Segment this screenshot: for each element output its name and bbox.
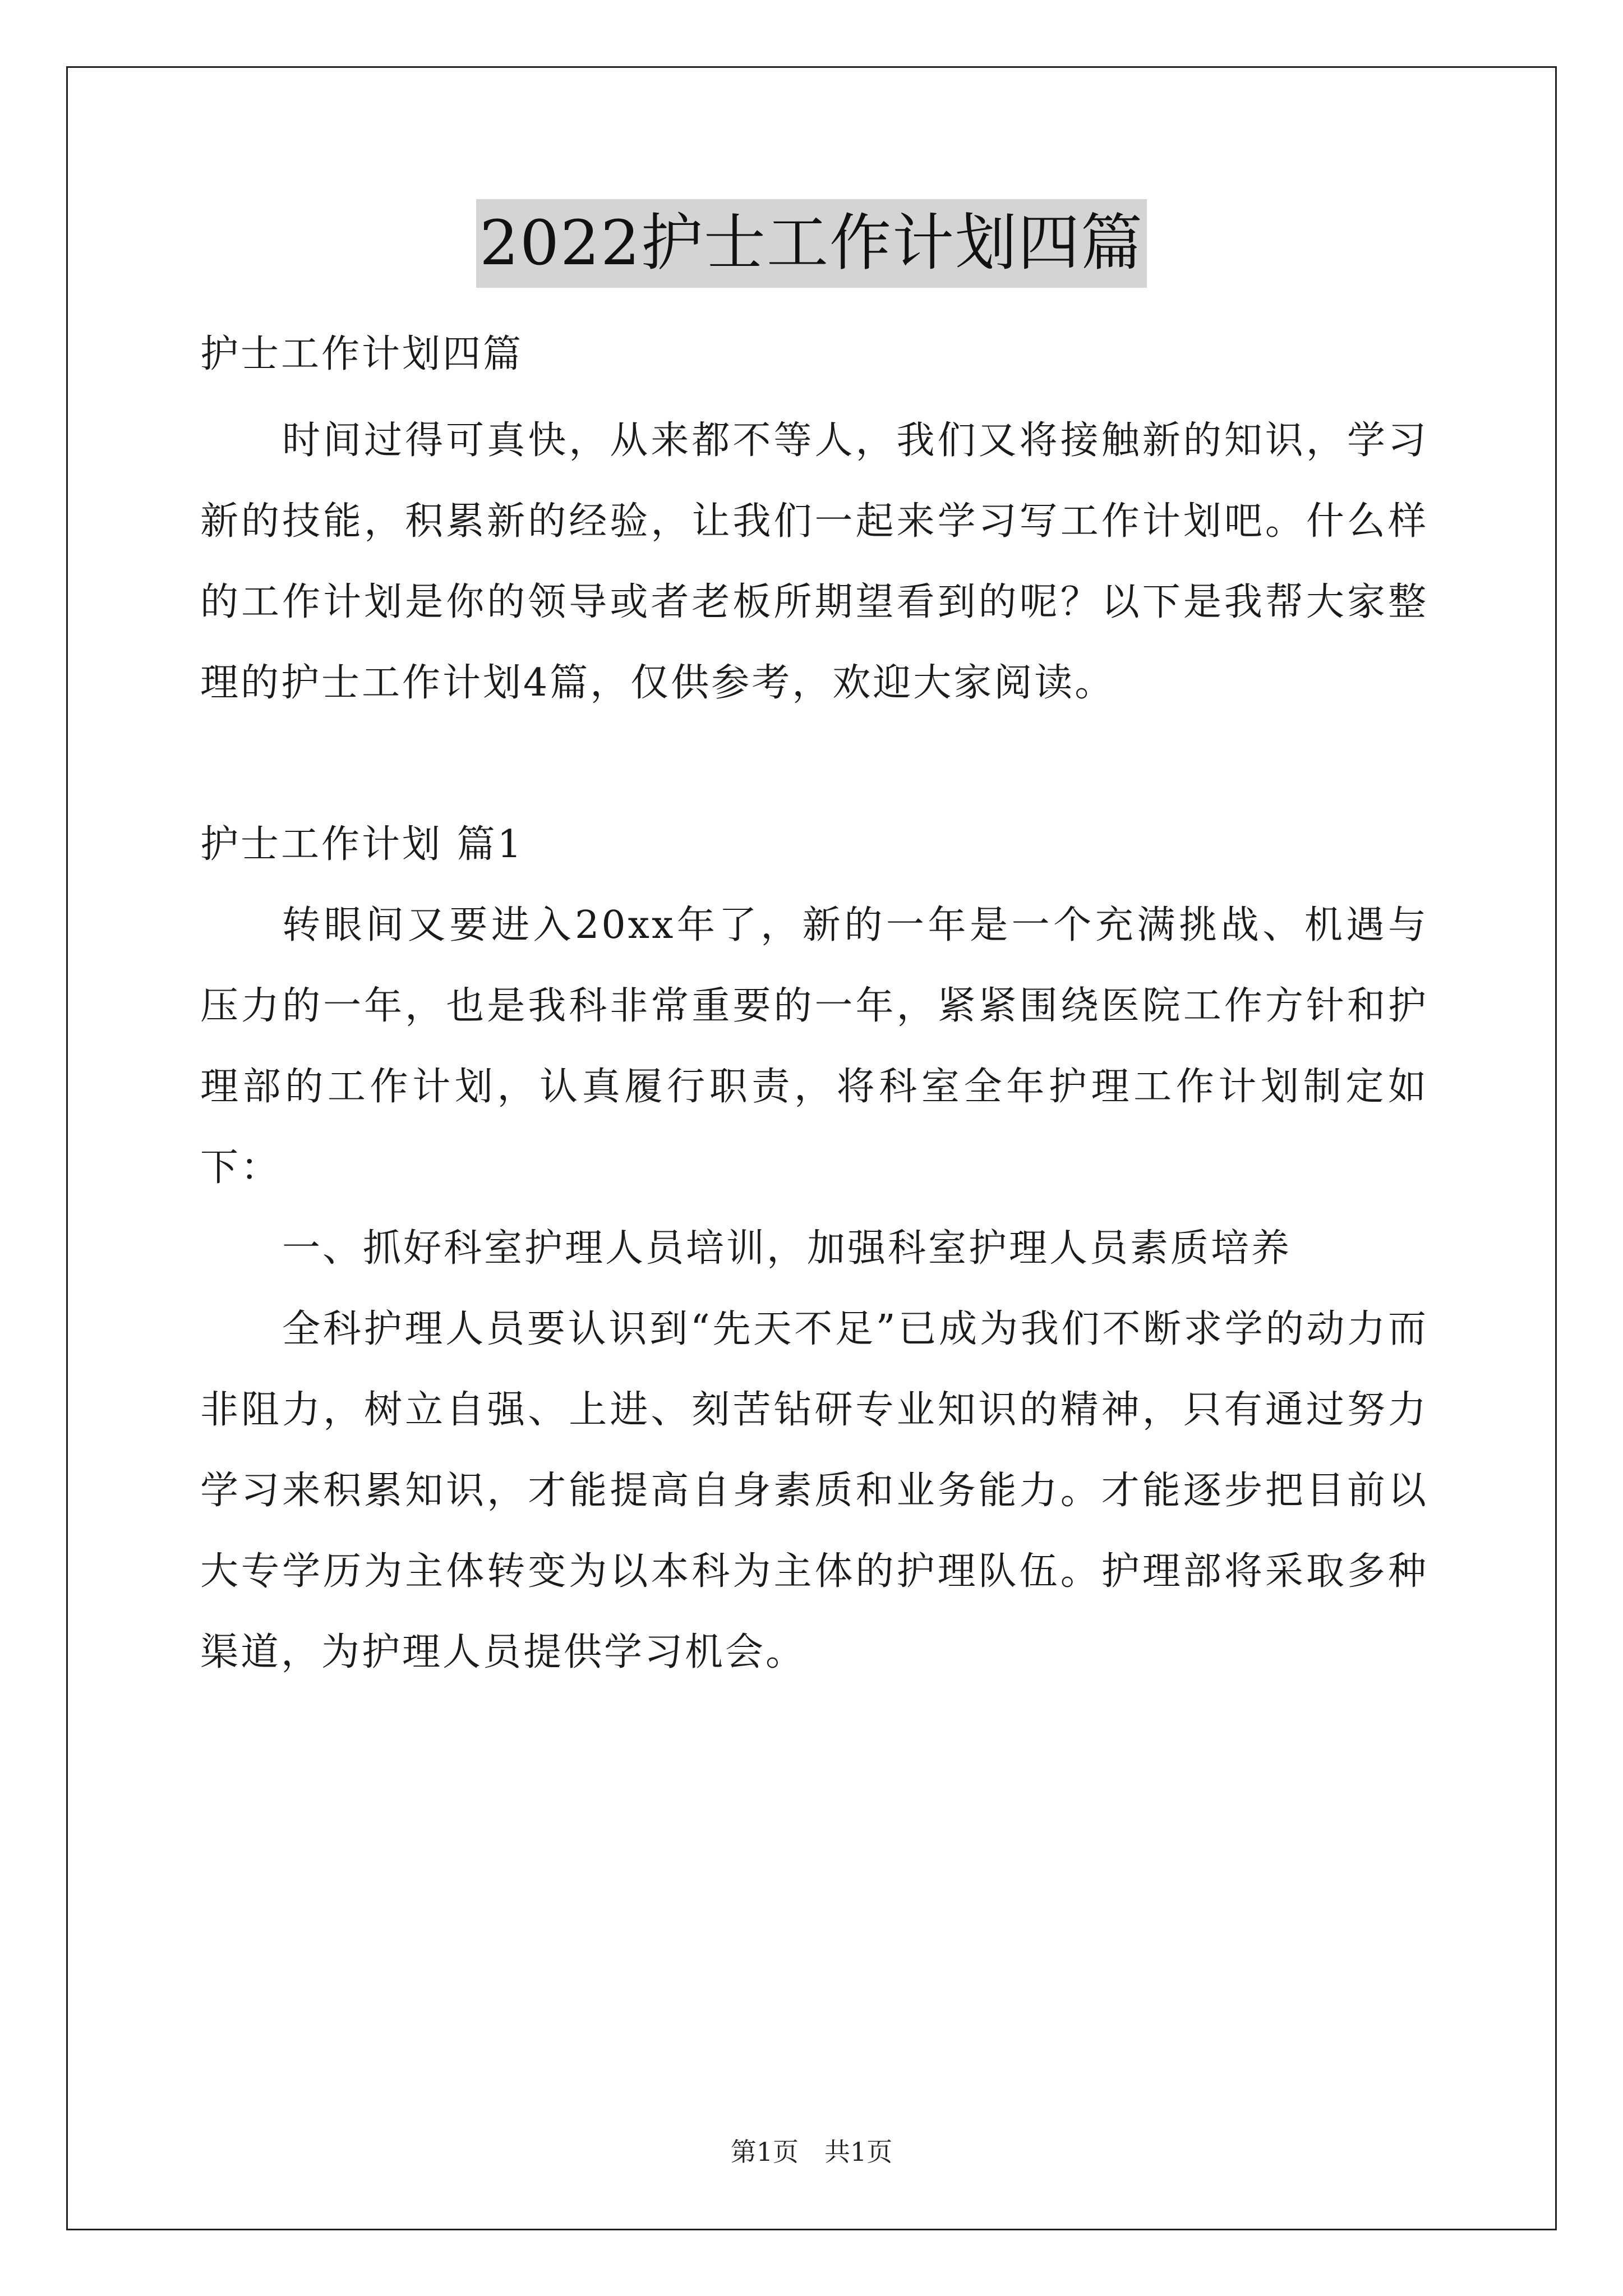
intro-paragraph: 时间过得可真快，从来都不等人，我们又将接触新的知识，学习新的技能，积累新的经验，让我们一起来学习写工作计划吧。什么样的工作计划是你的领导或者老板所期望看到的呢？以下是我帮大家整理的护士工作计划4篇，仅供参考，欢迎大家阅读。 xyxy=(200,418,1428,705)
document-body xyxy=(200,314,1428,1693)
title-container xyxy=(0,199,1623,288)
body-paragraph: 转眼间又要进入20xx年了，新的一年是一个充满挑战、机遇与压力的一年，也是我科非常重要的一年，紧紧围绕医院工作方针和护理部的工作计划，认真履行职责，将科室全年护理工作计划制定如下： xyxy=(200,903,1428,1190)
page-number: 第1页 共1页 xyxy=(730,2137,893,2167)
body-paragraph: 全科护理人员要认识到“先天不足”已成为我们不断求学的动力而非阻力，树立自强、上进、刻苦钻研专业知识的精神，只有通过努力学习来积累知识，才能提高自身素质和业务能力。才能逐步把目前以大专学历为主体转变为以本科为主体的护理队伍。护理部将采取多种渠道，为护理人员提供学习机会。 xyxy=(200,1307,1428,1674)
page-footer xyxy=(0,2135,1623,2169)
section-heading: 护士工作计划 篇1 xyxy=(200,822,524,867)
document-title: 2022护士工作计划四篇 xyxy=(476,199,1147,288)
subtitle-paragraph: 护士工作计划四篇 xyxy=(200,332,524,376)
list-heading: 一、抓好科室护理人员培训，加强科室护理人员素质培养 xyxy=(282,1226,1292,1271)
